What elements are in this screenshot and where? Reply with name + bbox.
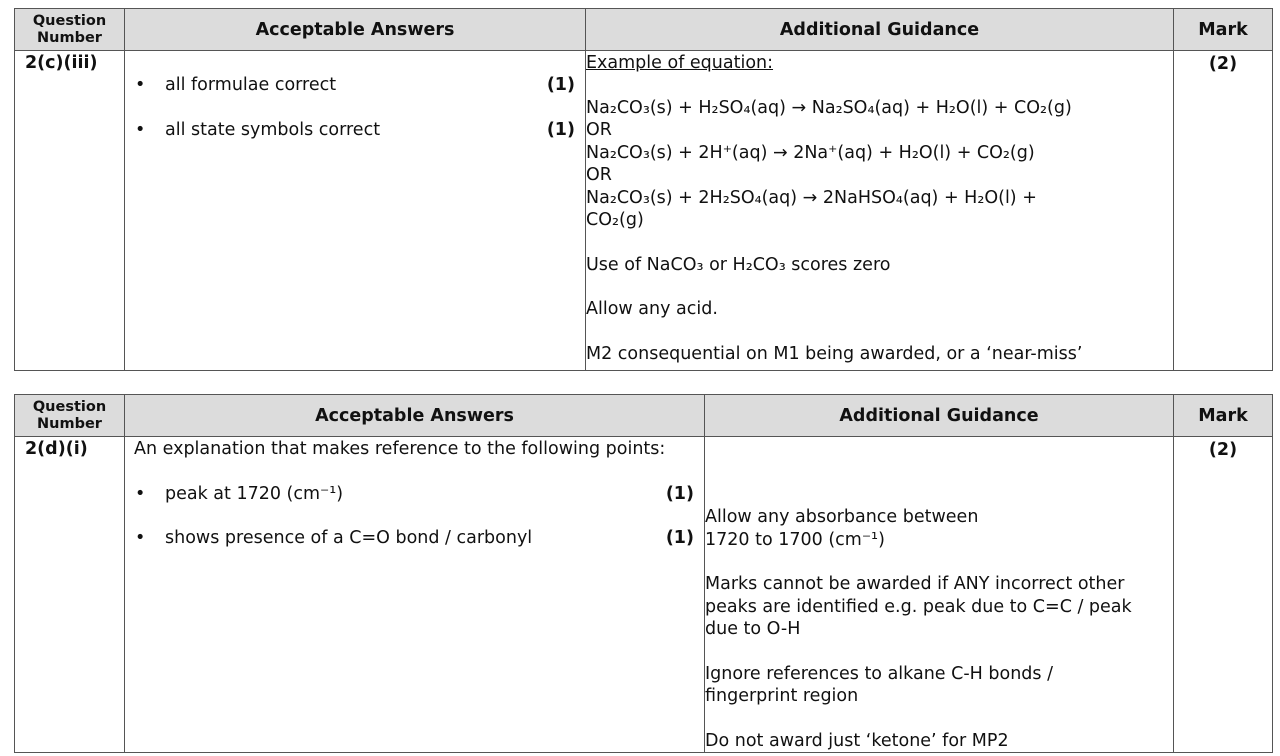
guidance-note: M2 consequential on M1 being awarded, or a ‘near-miss’	[586, 343, 1083, 364]
answer-point	[125, 483, 704, 506]
additional-guidance-cell	[705, 437, 1174, 753]
answer-point	[125, 74, 585, 97]
additional-guidance-cell	[586, 51, 1174, 371]
header-acceptable-answers: Acceptable Answers	[125, 395, 705, 437]
bullet-icon: •	[135, 483, 146, 504]
header-additional-guidance: Additional Guidance	[705, 395, 1174, 437]
bullet-icon: •	[135, 119, 146, 140]
equation-3: Na₂CO₃(s) + 2H₂SO₄(aq) → 2NaHSO₄(aq) + H₂O(l) +	[586, 187, 1037, 208]
equation-1: Na₂CO₃(s) + H₂SO₄(aq) → Na₂SO₄(aq) + H₂O(l) + CO₂(g)	[586, 97, 1072, 118]
answer-text: peak at 1720 (cm⁻¹)	[165, 483, 344, 504]
question-number-cell: 2(c)(iii)	[15, 51, 125, 371]
equation-3-cont: CO₂(g)	[586, 210, 644, 230]
header-acceptable-answers: Acceptable Answers	[125, 9, 586, 51]
acceptable-answers-cell	[125, 437, 705, 753]
guidance-note: Ignore references to alkane C-H bonds / fingerprint region	[705, 663, 1053, 706]
guidance-note: Marks cannot be awarded if ANY incorrect other peaks are identified e.g. peak due to C=C / peak due to O-H	[705, 574, 1132, 639]
header-question-number: Question Number	[15, 9, 125, 51]
answer-text: shows presence of a C=O bond / carbonyl	[165, 528, 533, 548]
answer-point	[125, 119, 585, 142]
mark-cell: (2)	[1174, 437, 1273, 753]
header-question-number: Question Number	[15, 395, 125, 437]
answer-intro: An explanation that makes reference to the following points:	[134, 439, 666, 459]
header-mark: Mark	[1174, 395, 1273, 437]
answer-point	[125, 527, 704, 550]
guidance-note: Do not award just ‘ketone’ for MP2	[705, 730, 1009, 751]
answer-marks: (1)	[665, 483, 694, 504]
or-separator: OR	[586, 120, 612, 140]
guidance-note: Allow any acid.	[586, 299, 718, 319]
guidance-note: Use of NaCO₃ or H₂CO₃ scores zero	[586, 254, 891, 275]
header-mark: Mark	[1174, 9, 1273, 51]
bullet-icon: •	[135, 528, 146, 548]
question-number-cell: 2(d)(i)	[15, 437, 125, 753]
answer-marks: (1)	[665, 528, 694, 548]
or-separator: OR	[586, 165, 612, 185]
mark-scheme-table-2c-iii	[14, 8, 1273, 371]
bullet-icon: •	[135, 75, 146, 95]
acceptable-answers-cell	[125, 51, 586, 371]
answer-text: all formulae correct	[165, 75, 337, 95]
answer-text: all state symbols correct	[165, 119, 381, 140]
answer-marks: (1)	[546, 75, 575, 95]
equation-2: Na₂CO₃(s) + 2H⁺(aq) → 2Na⁺(aq) + H₂O(l) + CO₂(g)	[586, 142, 1035, 163]
answer-marks: (1)	[546, 119, 575, 140]
mark-scheme-table-2d-i	[14, 394, 1273, 753]
guidance-note: Allow any absorbance between 1720 to 1700 (cm⁻¹)	[705, 507, 979, 550]
mark-cell: (2)	[1174, 51, 1273, 371]
header-additional-guidance: Additional Guidance	[586, 9, 1174, 51]
guidance-heading: Example of equation:	[586, 53, 774, 73]
